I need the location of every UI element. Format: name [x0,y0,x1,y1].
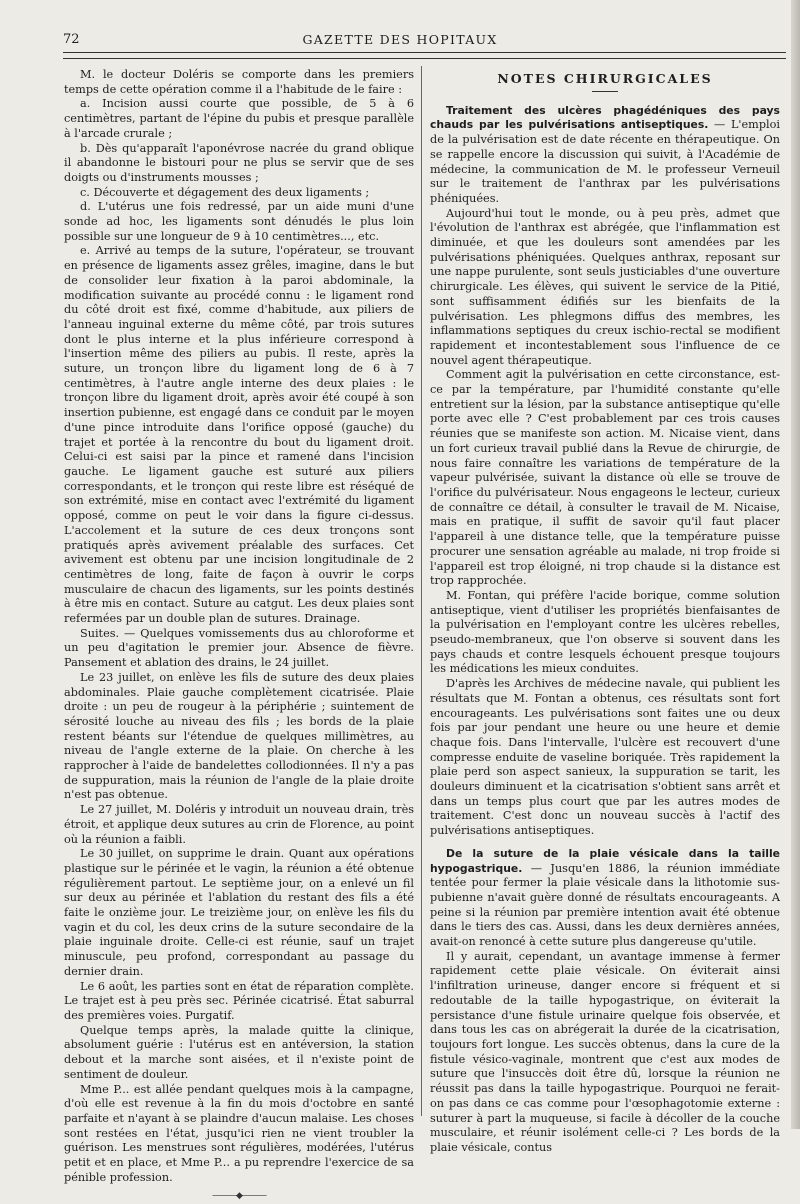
paragraph: b. Dès qu'apparaît l'aponévrose nacrée du grand oblique il abandonne le bistouri pour ne plus se servir que de ses doigts ou d'instruments mousses ; [64,141,414,184]
paragraph: Comment agit la pulvérisation en cette circonstance, est-ce par la température, par l'humidité constante qu'elle entretient sur la lésion, par la substance antiseptique qu'elle porte avec elle ? C'est probablement par ces trois causes réunies que se manifeste son action. M. Nicaise vient, dans un fort curieux travail publié dans la Revue de chirurgie, de nous faire connaître les variations de température de la vapeur pulvérisée, suivant la distance où elle se trouve de l'orifice du pulvérisateur. Nous engageons le lecteur, curieux de connaître ce détail, à consulter le travail de M. Nicaise, mais en pratique, il suffit de savoir qu'il faut placer l'appareil à une distance telle, que la température puisse procurer une sensation agréable au malade, ni trop froide si l'appareil est trop éloigné, ni trop chaude si la distance est trop rapprochée. [430,368,780,588]
paragraph: Le 23 juillet, on enlève les fils de suture des deux plaies abdominales. Plaie gauche complètement cicatrisée. Plaie droite : un peu de rougeur à la périphérie ; suintement de sérosité louche au niveau des fils ; les bords de la plaie restent béants sur l'étendue de quelques millimètres, au niveau de l'angle externe de la plaie. On cherche à les rapprocher à l'aide de bandelettes collodionnées. Il n'y a pas de suppuration, mais la réunion de l'angle de la plaie droite n'est pas obtenue. [64,670,414,802]
section-rule [592,91,618,92]
paragraph: Le 27 juillet, M. Doléris y introduit un nouveau drain, très étroit, et applique deux sutures au crin de Florence, au point où la réunion a faibli. [64,803,414,846]
paragraph: Il y aurait, cependant, un avantage immense à fermer rapidement cette plaie vésicale. On éviterait ainsi l'infiltration urineuse, danger encore si fréquent et si redoutable de la taille hypogastrique, on éviterait la persistance d'une fistule urinaire quelque fois observée, et dans tous les cas on abrégerait la durée de la cicatrisation, toujours fort longue. Les succès obtenus, dans la cure de la fistule vésico-vaginale, montrent que c'est aux modes de suture que l'insuccès doit être dû, lorsque la réunion ne réussit pas dans la taille hypogastrique. Pourquoi ne ferait-on pas dans ce cas comme pour l'œsophagotomie externe : suturer à part la muqueuse, si facile à décoller de la couche musculaire, et réunir isolément celle-ci ? Les bords de la plaie vésicale, contus [430,949,780,1154]
paragraph: Le 30 juillet, on supprime le drain. Quant aux opérations plastique sur le périnée et le vagin, la réunion a été obtenue régulièrement partout. Le septième jour, on a enlevé un fil sur deux au périnée et l'ablation du restant des fils a été faite le onzième jour. Le treizième jour, on enlève les fils du vagin et du col, les deux crins de la suture secondaire de la plaie inguinale droite. Celle-ci est réunie, sauf un trajet minuscule, peu profond, correspondant au passage du dernier drain. [64,847,414,978]
paragraph: Mme P... est allée pendant quelques mois à la campagne, d'où elle est revenue à la fin du mois d'octobre en santé parfaite et n'ayant à se plaindre d'aucun malaise. Les choses sont restées en l'état, jusqu'ici rien ne vient troubler la guérison. Les menstrues sont régulières, modérées, l'utérus petit et en place, et Mme P... a pu reprendre l'exercice de sa pénible profession. [64,1082,414,1184]
paragraph: c. Découverte et dégagement des deux ligaments ; [80,185,370,199]
header-rule-thick [63,52,786,53]
paragraph: Suites. — Quelques vomissements dus au chloroforme et un peu d'agitation le premier jour. Absence de fièvre. Pansement et ablation des drains, le 24 juillet. [64,626,414,670]
article-lead [430,104,780,207]
page-edge [791,0,800,1129]
left-column [64,68,414,1204]
article-title: Traitement des ulcères phagédéniques des pays chauds par les pulvérisations antiseptiques. [430,103,780,132]
section-title: NOTES CHIRURGICALES [497,71,713,86]
paragraph: Quelque temps après, la malade quitte la clinique, absolument guérie : l'utérus est en antéversion, la station debout et la marche sont aisées, et il n'existe point de sentiment de douleur. [64,1023,414,1081]
paragraph: e. Arrivé au temps de la suture, l'opérateur, se trouvant en présence de ligaments assez grêles, imagine, dans le but de consolider leur fixation à la paroi abdominale, la modification suivante au procédé connu : le ligament rond du côté droit est fixé, comme d'habitude, aux piliers de l'anneau inguinal externe du même côté, par trois sutures dont le plus interne et la plus inférieure correspond à l'insertion même des piliers au pubis. Il reste, après la suture, un tronçon libre du ligament long de 6 à 7 centimètres, à l'autre angle interne des deux plaies : le tronçon libre du ligament droit, après avoir été coupé à son insertion pubienne, est engagé dans ce conduit par le moyen d'une pince introduite dans l'orifice opposé (gauche) du trajet et portée à la rencontre du bout du ligament droit. Celui-ci est saisi par la pince et ramené dans l'incision gauche. Le ligament gauche est suturé aux piliers correspondants, et le tronçon qui reste libre est réséqué de son extrémité, mise en contact avec l'extrémité du ligament opposé, comme on peut le voir dans la figure ci-dessus. L'accolement et la suture de ces deux tronçons sont pratiqués après avivement préalable des surfaces. Cet avivement est obtenu par une incision longitudinale de 2 centimètres de long, faite de façon à ouvrir le corps musculaire de chacun des ligaments, sur les points destinés à être mis en contact. Suture au catgut. Les deux plaies sont refermées par un double plan de sutures. Drainage. [64,244,414,626]
page-number: 72 [63,32,80,47]
column-divider [421,66,422,1116]
paragraph: Le 6 août, les parties sont en état de réparation complète. Le trajet est à peu près sec. Périnée cicatrisé. État saburral des premières voies. Purgatif. [64,979,414,1022]
article-gap [430,839,780,847]
paragraph: Aujourd'hui tout le monde, ou à peu près, admet que l'évolution de l'anthrax est abrégée, que l'inflammation est diminuée, et que les douleurs sont amendées par les pulvérisations phéniquées. Quelques anthrax, reposant sur une nappe purulente, sont seuls justiciables d'une ouverture chirurgicale. Les élèves, qui suivent le service de la Pitié, sont suffisamment édifiés sur les bienfaits de la pulvérisation. Les phlegmons diffus des membres, les inflammations septiques du creux ischio-rectal se modifient rapidement et incontestablement sous l'influence de ce nouvel agent thérapeutique. [430,206,780,367]
article-text: — Jusqu'en 1886, la réunion immédiate tentée pour fermer la plaie vésicale dans la lithotomie sus-pubienne n'avait guère donné de résultats encourageants. A peine si la réunion par première intention avait été obtenue dans le tiers des cas. Aussi, dans les deux dernières années, avait-on renoncé à cette suture plus dangereuse qu'utile. [430,861,780,949]
journal-title: GAZETTE DES HOPITAUX [302,32,498,47]
article-lead [430,847,780,950]
paragraph: M. le docteur Doléris se comporte dans les premiers temps de cette opération comme il a l'habitude de le faire : [64,68,414,96]
paragraph: a. Incision aussi courte que possible, de 5 à 6 centimètres, partant de l'épine du pubis et presque parallèle à l'arcade crurale ; [64,97,414,140]
paragraph: M. Fontan, qui préfère l'acide borique, comme solution antiseptique, vient d'utiliser les propriétés bienfaisantes de la pulvérisation en l'employant contre les ulcères rebelles, pseudo-membraneux, que l'on observe si souvent dans les pays chauds et contre lesquels échouent presque toujours les médications les mieux conduites. [430,588,780,676]
paragraph: d. L'utérus une fois redressé, par un aide muni d'une sonde ad hoc, les ligaments sont dénudés le plus loin possible sur une longueur de 9 à 10 centimètres..., etc. [64,200,414,243]
right-column [430,68,780,1156]
page-header [0,0,800,52]
article-text: — L'emploi de la pulvérisation est de date récente en thérapeutique. On se rappelle encore la discussion qui suivit, à l'Académie de médecine, la communication de M. le professeur Verneuil sur le traitement de l'anthrax par les pulvérisations phéniquées. [430,118,781,205]
paragraph: D'après les Archives de médecine navale, qui publient les résultats que M. Fontan a obtenus, ces résultats sont fort encourageants. Les pulvérisations sont faites une ou deux fois par jour pendant une heure ou une heure et demie chaque fois. Dans l'intervalle, l'ulcère est recouvert d'une compresse enduite de vaseline boriquée. Très rapidement la plaie perd son aspect sanieux, la suppuration se tarit, les douleurs diminuent et la cicatrisation s'obtient sans arrêt et dans un temps plus court que par les autres modes de traitement. C'est donc un nouveau succès à l'actif des pulvérisations antiseptiques. [430,677,780,838]
article-title: De la suture de la plaie vésicale dans la taille hypogastrique. [430,846,780,875]
header-rule-thin [63,58,786,59]
end-ornament: ———◆——— [212,1191,266,1202]
